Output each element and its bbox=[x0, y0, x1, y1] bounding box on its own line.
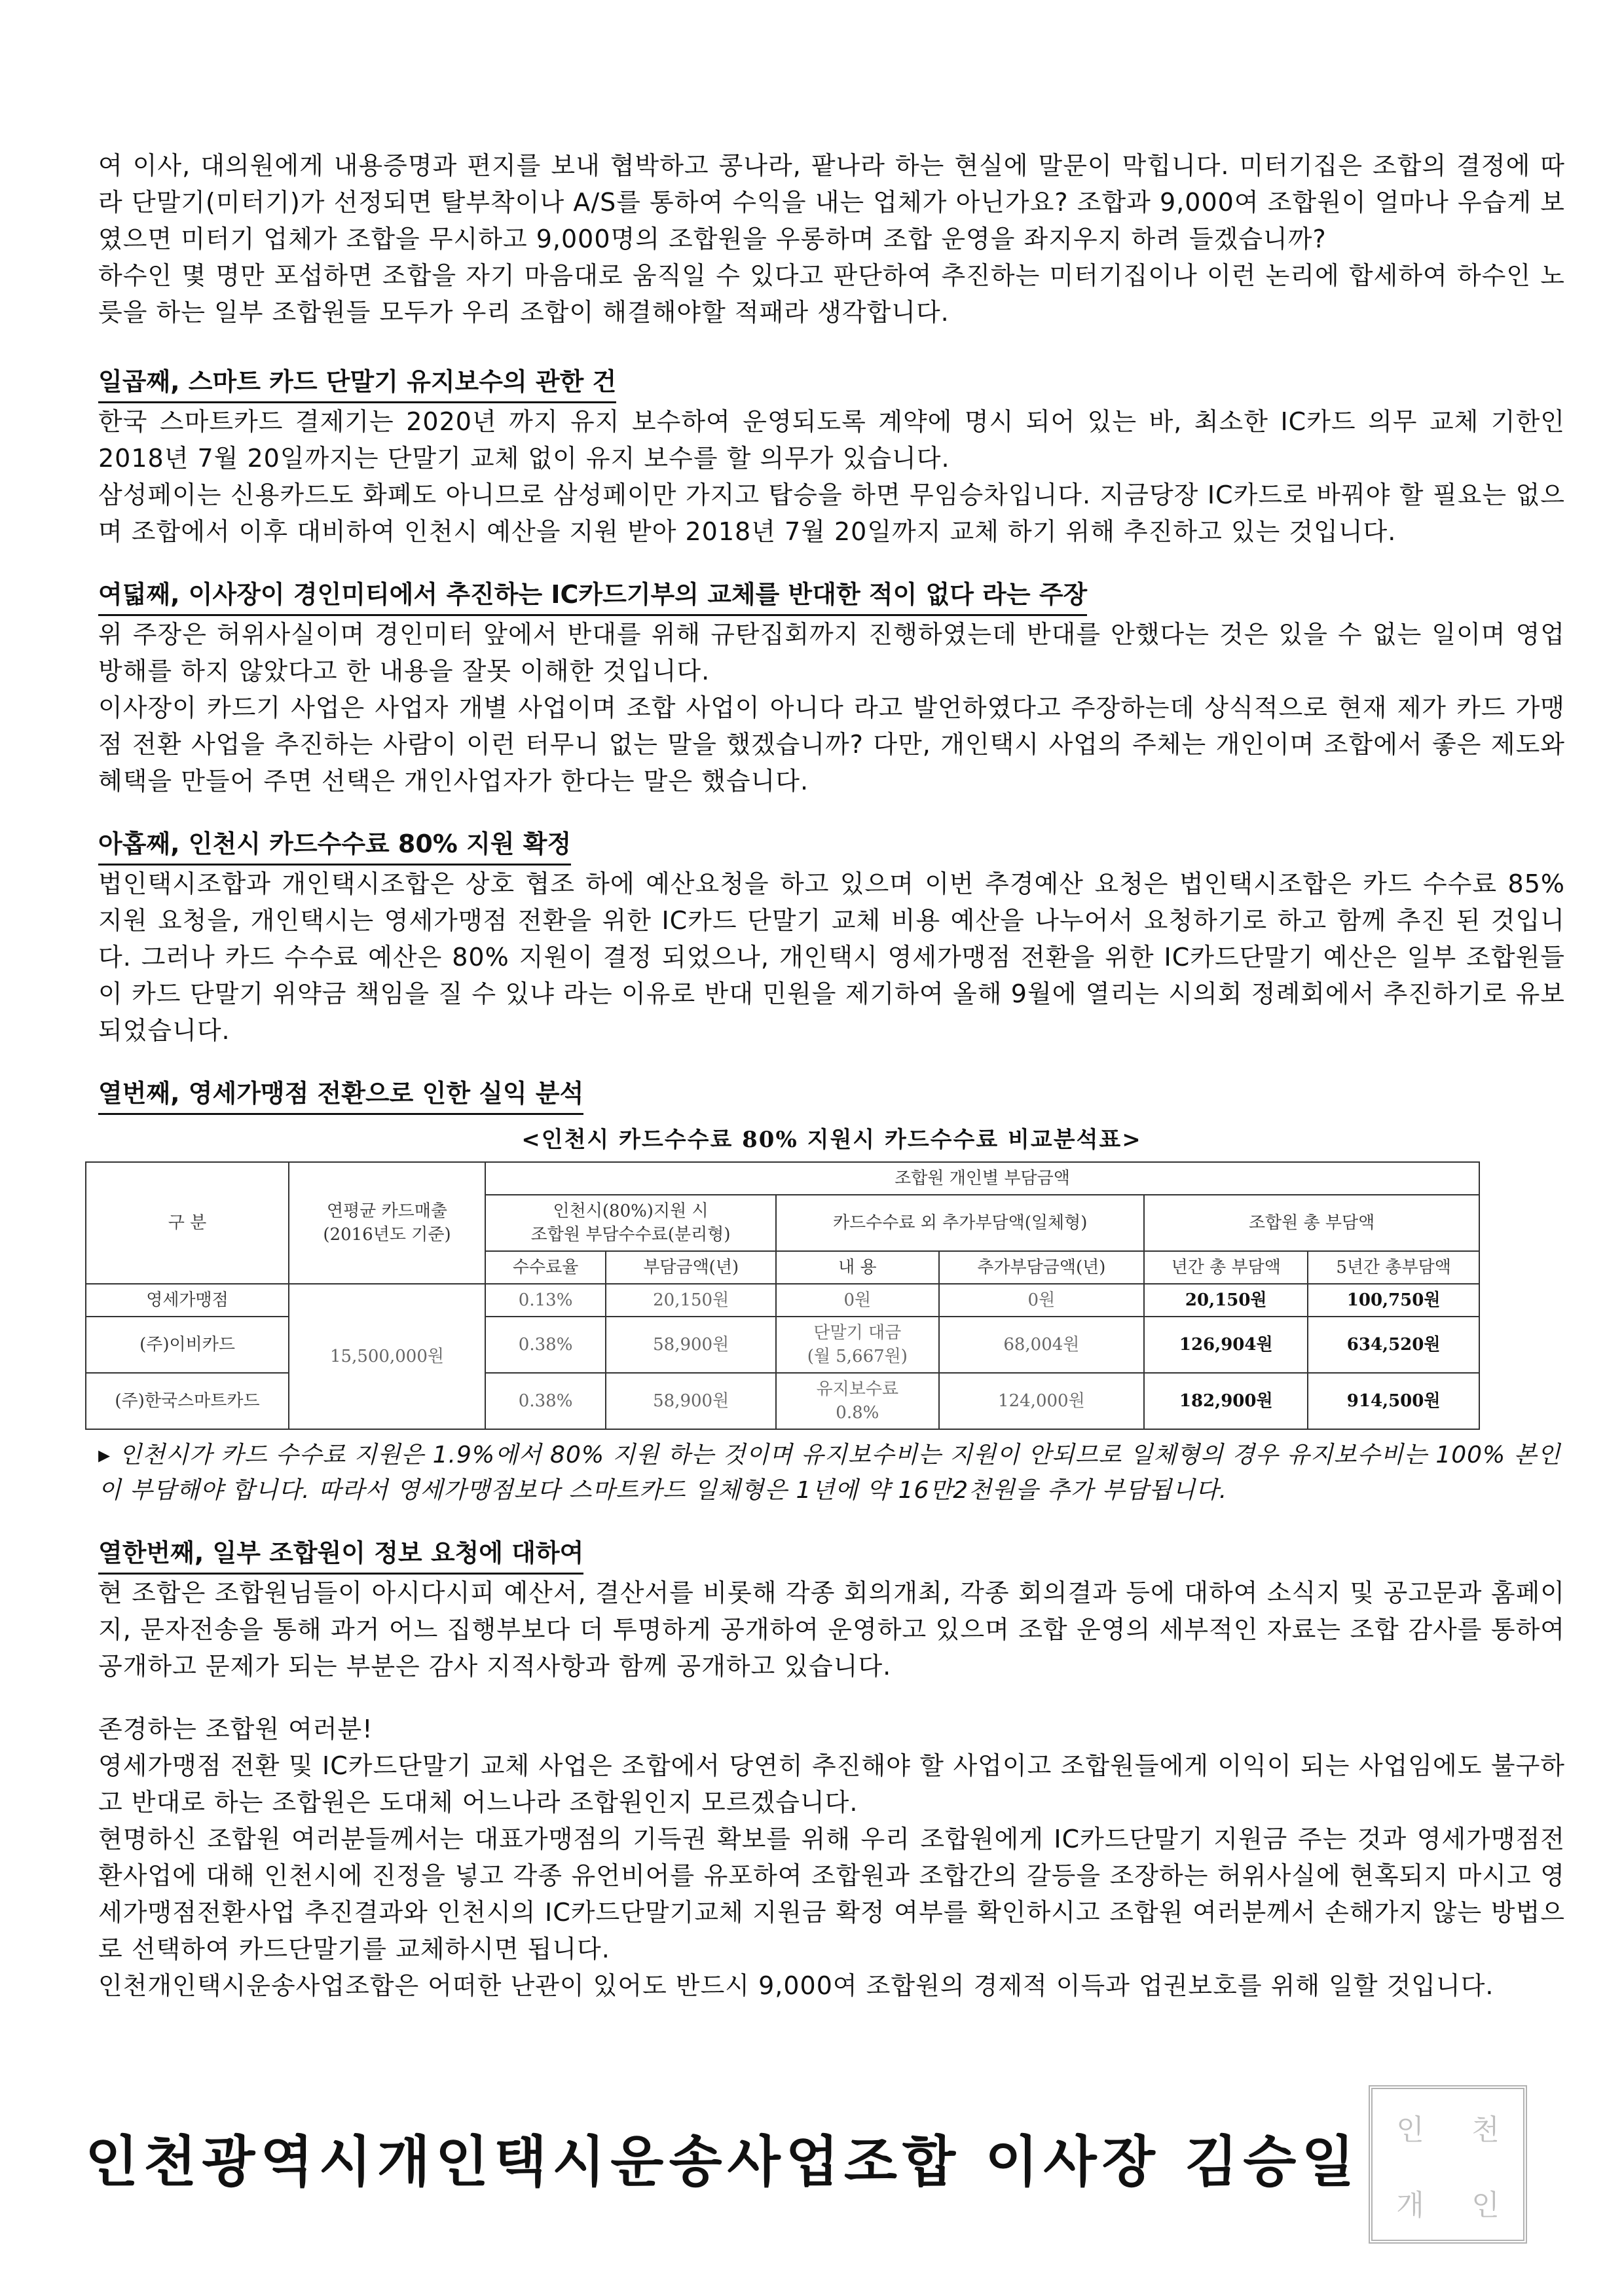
intro-paragraph-2: 하수인 몇 명만 포섭하면 조합을 자기 마음대로 움직일 수 있다고 판단하여 추진하는 미터기집이나 이런 논리에 합세하여 하수인 노릇을 하는 일부 조합원들 모두가 우리 조합이 해결해야할 적패라 생각합니다. bbox=[98, 261, 1565, 327]
seal-char: 천 bbox=[1471, 2113, 1500, 2147]
header-content: 내 용 bbox=[776, 1251, 938, 1284]
fee-comparison-table bbox=[85, 1161, 1480, 1430]
row-extra: 68,004원 bbox=[939, 1317, 1145, 1373]
section-11 bbox=[98, 1535, 1565, 1685]
closing-paragraph-1: 영세가맹점 전환 및 IC카드단말기 교체 사업은 조합에서 당연히 추진해야 할 사업이고 조합원들에게 이익이 되는 사업임에도 불구하고 반대로 하는 조합원은 도대체 어느나라 조합원인지 모르겠습니다. bbox=[98, 1751, 1565, 1817]
row-extra: 0원 bbox=[939, 1284, 1145, 1317]
section-7 bbox=[98, 363, 1565, 550]
signature-line: 인천광역시개인택시운송사업조합 이사장 김승일 bbox=[85, 2130, 1360, 2194]
section-11-heading: 열한번째, 일부 조합원이 정보 요청에 대하여 bbox=[98, 1535, 583, 1575]
header-annual-sales-line1: 연평균 카드매출 bbox=[326, 1201, 448, 1221]
document-body bbox=[98, 147, 1565, 2004]
section-7-paragraph-1: 한국 스마트카드 결제기는 2020년 까지 유지 보수하여 운영되도록 계약에 명시 되어 있는 바, 최소한 IC카드 의무 교체 기한인 2018년 7월 20일까지는 단말기 교체 없이 유지 보수를 할 의무가 있습니다. bbox=[98, 407, 1565, 473]
row-extra: 124,000원 bbox=[939, 1373, 1145, 1429]
header-five-year-total: 5년간 총부담액 bbox=[1308, 1251, 1479, 1284]
header-split-type bbox=[485, 1195, 776, 1251]
section-8-heading: 여덟째, 이사장이 경인미티에서 추진하는 IC카드기부의 교체를 반대한 적이 없다 라는 주장 bbox=[98, 576, 1087, 616]
row-content: 0원 bbox=[776, 1284, 938, 1317]
row-five-year-total: 914,500원 bbox=[1308, 1373, 1479, 1429]
section-11-paragraph: 현 조합은 조합원님들이 아시다시피 예산서, 결산서를 비롯해 각종 회의개최, 각종 회의결과 등에 대하여 소식지 및 공고문과 홈페이지, 문자전송을 통해 과거 어느 집행부보다 더 투명하게 공개하여 운영하고 있으며 조합 운영의 세부적인 자료는 조합 감사를 통하여 공개하고 문제가 되는 부분은 감사 지적사항과 함께 공개하고 있습니다. bbox=[98, 1578, 1565, 1681]
closing-greeting: 존경하는 조합원 여러분! bbox=[98, 1715, 373, 1743]
row-name: (주)한국스마트카드 bbox=[86, 1373, 289, 1429]
official-seal bbox=[1369, 2085, 1527, 2244]
header-annual-total: 년간 총 부담액 bbox=[1144, 1251, 1308, 1284]
row-rate: 0.38% bbox=[485, 1317, 606, 1373]
header-annual-sales bbox=[289, 1162, 485, 1284]
section-10-heading: 열번째, 영세가맹점 전환으로 인한 실익 분석 bbox=[98, 1075, 583, 1115]
row-five-year-total: 634,520원 bbox=[1308, 1317, 1479, 1373]
row-amount: 58,900원 bbox=[606, 1373, 776, 1429]
seal-char: 인 bbox=[1396, 2113, 1424, 2147]
row-name: 영세가맹점 bbox=[86, 1284, 289, 1317]
header-split-type-line2: 조합원 부담수수료(분리형) bbox=[530, 1225, 731, 1245]
table-title: <인천시 카드수수료 80% 지원시 카드수수료 비교분석표> bbox=[521, 1127, 1142, 1153]
row-amount: 20,150원 bbox=[606, 1284, 776, 1317]
intro-paragraph-1: 여 이사, 대의원에게 내용증명과 편지를 보내 협박하고 콩나라, 팥나라 하는 현실에 말문이 막힙니다. 미터기집은 조합의 결정에 따라 단말기(미터기)가 선정되면 탈부착이나 A/S를 통하여 수익을 내는 업체가 아닌가요? 조합과 9,000여 조합원이 얼마나 우습게 보였으면 미터기 업체가 조합을 무시하고 9,000명의 조합원을 우롱하며 조합 운영을 좌지우지 하려 들겠습니까? bbox=[98, 151, 1565, 253]
section-10 bbox=[98, 1075, 1565, 1508]
row-content bbox=[776, 1317, 938, 1373]
header-annual-sales-line2: (2016년도 기준) bbox=[323, 1225, 451, 1245]
header-integrated-extra: 카드수수료 외 추가부담액(일체형) bbox=[776, 1195, 1144, 1251]
closing-paragraph-2: 현명하신 조합원 여러분들께서는 대표가맹점의 기득권 확보를 위해 우리 조합원에게 IC카드단말기 지원금 주는 것과 영세가맹점전환사업에 대해 인천시에 진정을 넣고 각종 유언비어를 유포하여 조합원과 조합간의 갈등을 조장하는 허위사실에 현혹되지 마시고 영세가맹점전환사업 추진결과와 인천시의 IC카드단말기교체 지원금 확정 여부를 확인하시고 조합원 여러분께서 손해가지 않는 방법으로 선택하여 카드단말기를 교체하시면 됩니다. bbox=[98, 1825, 1565, 1963]
row-content bbox=[776, 1373, 938, 1429]
row-content-sub: (월 5,667원) bbox=[807, 1347, 908, 1366]
row-rate: 0.38% bbox=[485, 1373, 606, 1429]
header-extra-amount: 추가부담금액(년) bbox=[939, 1251, 1145, 1284]
closing-paragraph-3: 인천개인택시운송사업조합은 어떠한 난관이 있어도 반드시 9,000여 조합원의 경제적 이득과 업권보호를 위해 일할 것입니다. bbox=[98, 1971, 1494, 2000]
seal-char: 인 bbox=[1471, 2188, 1500, 2222]
section-8-paragraph-2: 이사장이 카드기 사업은 사업자 개별 사업이며 조합 사업이 아니다 라고 발언하였다고 주장하는데 상식적으로 현재 제가 카드 가맹점 전환 사업을 추진하는 사람이 이런 터무니 없는 말을 했겠습니까? 다만, 개인택시 사업의 주체는 개인이며 조합에서 좋은 제도와 혜택을 만들어 주면 선택은 개인사업자가 한다는 말은 했습니다. bbox=[98, 693, 1565, 795]
row-rate: 0.13% bbox=[485, 1284, 606, 1317]
header-category: 구 분 bbox=[86, 1162, 289, 1284]
section-7-heading: 일곱째, 스마트 카드 단말기 유지보수의 관한 건 bbox=[98, 363, 616, 403]
row-content-main: 유지보수료 bbox=[816, 1379, 899, 1399]
section-7-paragraph-2: 삼성페이는 신용카드도 화폐도 아니므로 삼성페이만 가지고 탑승을 하면 무임승차입니다. 지금당장 IC카드로 바꿔야 할 필요는 없으며 조합에서 이후 대비하여 인천시 예산을 지원 받아 2018년 7월 20일까지 교체 하기 위해 추진하고 있는 것입니다. bbox=[98, 481, 1565, 546]
annual-sales-value: 15,500,000원 bbox=[289, 1284, 485, 1429]
closing bbox=[98, 1711, 1565, 2004]
table-header-row-1 bbox=[86, 1162, 1479, 1195]
seal-char: 개 bbox=[1396, 2188, 1424, 2222]
row-name: (주)이비카드 bbox=[86, 1317, 289, 1373]
header-burden-amount: 부담금액(년) bbox=[606, 1251, 776, 1284]
row-content-sub: 0.8% bbox=[836, 1403, 879, 1423]
section-8 bbox=[98, 576, 1565, 799]
section-9-paragraph-1: 법인택시조합과 개인택시조합은 상호 협조 하에 예산요청을 하고 있으며 이번 추경예산 요청은 법인택시조합은 카드 수수료 85% 지원 요청을, 개인택시는 영세가맹점 전환을 위한 IC카드 단말기 교체 비용 예산을 나누어서 요청하기로 하고 함께 추진 된 것입니다. 그러나 카드 수수료 예산은 80% 지원이 결정 되었으나, 개인택시 영세가맹점 전환을 위한 IC카드단말기 예산은 일부 조합원들이 카드 단말기 위약금 책임을 질 수 있냐 라는 이유로 반대 민원을 제기하여 올해 9월에 열리는 시의회 정례회에서 추진하기로 유보 되었습니다. bbox=[98, 869, 1565, 1045]
row-five-year-total: 100,750원 bbox=[1308, 1284, 1479, 1317]
row-year-total: 126,904원 bbox=[1144, 1317, 1308, 1373]
section-8-paragraph-1: 위 주장은 허위사실이며 경인미터 앞에서 반대를 위해 규탄집회까지 진행하였는데 반대를 안했다는 것은 있을 수 없는 일이며 영업방해를 하지 않았다고 한 내용을 잘못 이해한 것입니다. bbox=[98, 620, 1565, 685]
header-split-type-line1: 인천시(80%)지원 시 bbox=[553, 1201, 709, 1221]
section-9 bbox=[98, 826, 1565, 1049]
row-year-total: 182,900원 bbox=[1144, 1373, 1308, 1429]
row-year-total: 20,150원 bbox=[1144, 1284, 1308, 1317]
section-9-heading: 아홉째, 인천시 카드수수료 80% 지원 확정 bbox=[98, 826, 571, 866]
header-fee-rate: 수수료율 bbox=[485, 1251, 606, 1284]
header-member-burden: 조합원 개인별 부담금액 bbox=[485, 1162, 1479, 1195]
row-content-main: 단말기 대금 bbox=[813, 1323, 902, 1343]
table-note: ▸ 인천시가 카드 수수료 지원은 1.9%에서 80% 지원 하는 것이며 유지보수비는 지원이 안되므로 일체형의 경우 유지보수비는 100% 본인이 부담해야 합니다. 따라서 영세가맹점보다 스마트카드 일체형은 1년에 약 16만2천원을 추가 부담됩니다. bbox=[98, 1442, 1561, 1504]
table-row bbox=[86, 1284, 1479, 1317]
header-total-burden: 조합원 총 부담액 bbox=[1144, 1195, 1479, 1251]
row-amount: 58,900원 bbox=[606, 1317, 776, 1373]
